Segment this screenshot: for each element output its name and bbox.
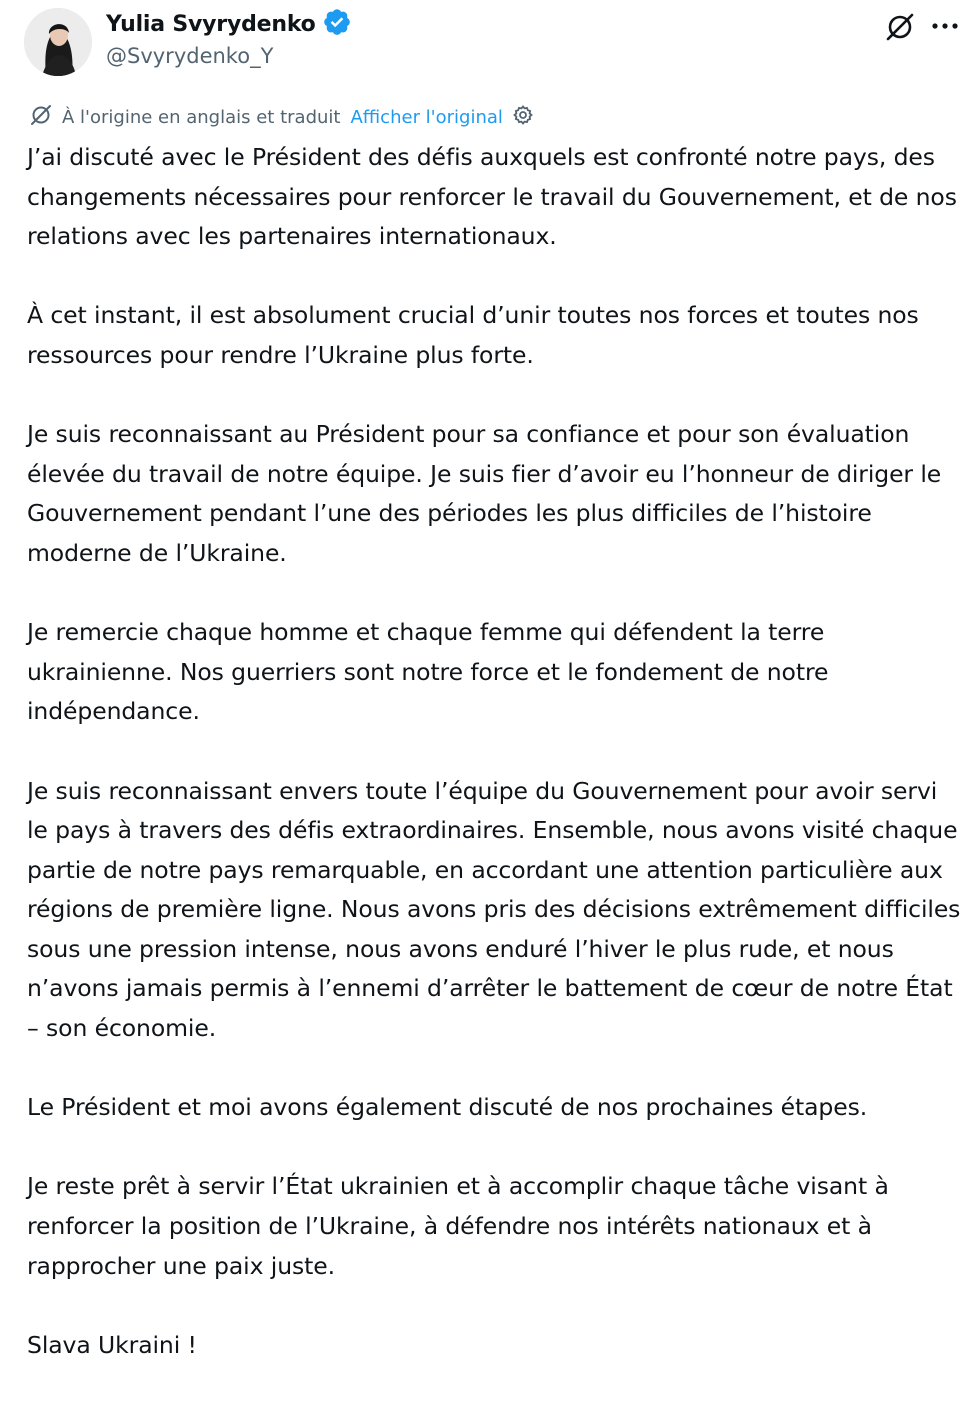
tweet-paragraph: Je remercie chaque homme et chaque femme qui défendent la terre ukrainienne. Nos guerriers sont notre force et le fondement de notre indépendance. [27,618,829,726]
translation-notice: À l'origine en anglais et traduit [62,106,341,128]
tweet-paragraph: Le Président et moi avons également discuté de nos prochaines étapes. [27,1093,868,1122]
tweet-paragraph: Je reste prêt à servir l’État ukrainien et à accomplir chaque tâche visant à renforcer la position de l’Ukraine, à défendre nos intérêts nationaux et à rapprocher une paix juste. [27,1172,889,1280]
grok-icon[interactable] [883,10,917,44]
tweet-closing-paragraph [27,1326,963,1366]
author-handle[interactable]: @Svyrydenko_Y [106,44,274,68]
more-options-icon[interactable] [928,14,962,38]
gear-icon[interactable] [503,103,535,132]
tweet-body [27,138,963,1405]
ukraine-flag-icon [208,1332,241,1358]
author-name[interactable]: Yulia Svyrydenko [106,11,316,37]
author-avatar[interactable] [24,8,92,76]
author-block [106,6,352,68]
translation-notice-row [28,102,535,132]
translate-icon [28,102,62,133]
tweet-paragraph: J’ai discuté avec le Président des défis auxquels est confronté notre pays, des changements nécessaires pour renforcer le travail du Gouvernement, et de nos relations avec les partenaires internationaux. [27,143,957,251]
tweet-paragraph: À cet instant, il est absolument crucial d’unir toutes nos forces et toutes nos ressources pour rendre l’Ukraine plus forte. [27,301,919,369]
show-original-link[interactable]: Afficher l'original [350,106,503,128]
tweet-closing: Slava Ukraini ! [27,1330,197,1359]
tweet-paragraph: Je suis reconnaissant envers toute l’équipe du Gouvernement pour avoir servi le pays à travers des défis extraordinaires. Ensemble, nous avons visité chaque partie de notre pays remarquable, en accordant une attention particulière aux régions de première ligne. Nous avons pris des décisions extrêmement difficiles sous une pression intense, nous avons enduré l’hiver le plus rude, et nous n’avons jamais permis à l’ennemi d’arrêter le battement de cœur de notre État – son économie. [27,776,961,1043]
tweet-paragraph: Je suis reconnaissant au Président pour sa confiance et pour son évaluation élevée du travail de notre équipe. Je suis fier d’avoir eu l’honneur de diriger le Gouvernement pendant l’une des périodes les plus difficiles de l’histoire moderne de l’Ukraine. [27,420,942,567]
verified-badge-icon [316,7,352,41]
